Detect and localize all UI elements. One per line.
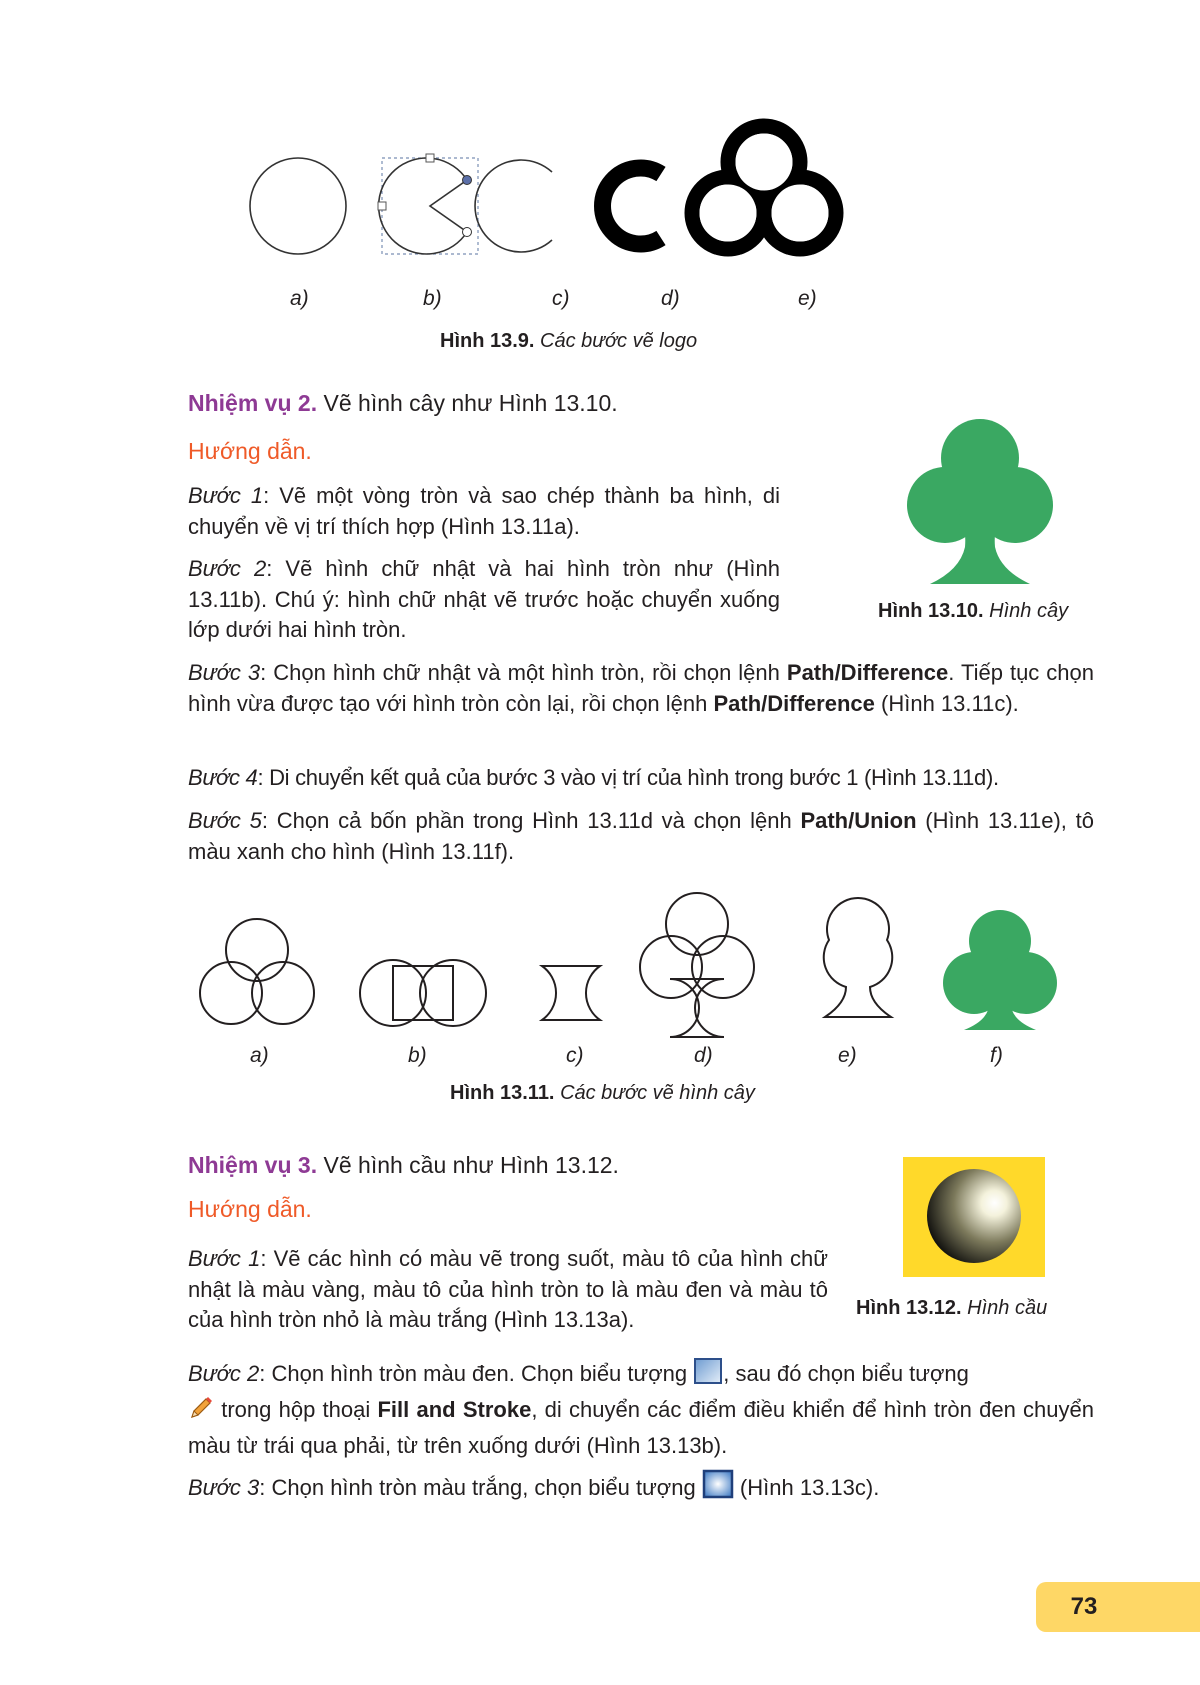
task2-title: Nhiệm vụ 2. [188, 390, 318, 416]
task3-step2-cmd1: Fill and Stroke [377, 1397, 532, 1422]
task3-step3-text2: (Hình 13.13c). [733, 1475, 880, 1500]
task2-step3 [188, 658, 1094, 719]
figure-13-11 [190, 885, 1070, 1055]
figure-13-11-label-c: c) [566, 1044, 584, 1067]
figure-13-9-label-d: d) [661, 287, 680, 310]
task2-step3-text2: . Tiếp tục chọn hình vừa được tạo với hình tròn còn lại, rồi chọn lệnh [188, 660, 1095, 716]
task3-step3-text1: : Chọn hình tròn màu trắng, chọn biểu tượng [259, 1475, 702, 1500]
task2-step3-label: Bước 3 [188, 660, 261, 685]
linear-gradient-icon [693, 1357, 723, 1394]
task2-step1-text: : Vẽ một vòng tròn và sao chép thành ba hình, di chuyển về vị trí thích hợp (Hình 13.11a). [188, 483, 780, 539]
figure-13-9-caption [440, 330, 697, 353]
figure-13-12-sphere [903, 1157, 1045, 1277]
task3-step1 [188, 1244, 828, 1336]
tree-step-a [200, 919, 314, 1024]
task2-step5-text2: (Hình 13.11e), tô màu xanh cho hình (Hình 13.11f). [188, 808, 1095, 864]
task3-step2-label: Bước 2 [188, 1361, 260, 1386]
figure-13-9-caption-number: Hình 13.9. [440, 330, 535, 352]
figure-13-11-caption [450, 1082, 755, 1105]
task2-step1-label: Bước 1 [188, 483, 264, 508]
figure-13-9-label-a: a) [290, 287, 309, 310]
task2-step2 [188, 554, 780, 646]
tree-step-c [542, 966, 600, 1020]
logo-step-a [250, 158, 346, 254]
task2-step4-text: : Di chuyển kết quả của bước 3 vào vị trí của hình trong bước 1 (Hình 13.11d). [257, 765, 999, 790]
figure-13-12-caption [856, 1297, 1047, 1320]
figure-13-9-caption-title: Các bước vẽ logo [540, 330, 698, 352]
task2-step2-label: Bước 2 [188, 556, 267, 581]
figure-13-10-caption-title: Hình cây [989, 600, 1069, 622]
figure-13-10-tree [905, 412, 1055, 587]
radial-gradient-icon [702, 1469, 734, 1508]
figure-13-11-label-a: a) [250, 1044, 269, 1067]
figure-13-11-label-e: e) [838, 1044, 857, 1067]
task2-step2-text: : Vẽ hình chữ nhật và hai hình tròn như (Hình 13.11b). Chú ý: hình chữ nhật vẽ trước hoặc chuyển xuống lớp dưới hai hình tròn. [188, 556, 780, 642]
logo-step-b [378, 154, 478, 254]
figure-13-9-label-e: e) [798, 287, 817, 310]
task3-heading [188, 1150, 619, 1181]
figure-13-11-caption-title: Các bước vẽ hình cây [560, 1082, 755, 1104]
task2-step1 [188, 481, 780, 542]
task2-guide: Hướng dẫn. [188, 438, 312, 464]
sphere-ball [927, 1169, 1021, 1263]
task2-step5-cmd1: Path/Union [800, 808, 917, 833]
figure-13-9-label-b: b) [423, 287, 442, 310]
figure-13-9 [225, 108, 915, 268]
task2-step3-text1: : Chọn hình chữ nhật và một hình tròn, rồi chọn lệnh [260, 660, 787, 685]
tree-step-f [943, 910, 1057, 1030]
task3-text: Vẽ hình cầu như Hình 13.12. [323, 1152, 619, 1178]
task3-step2 [188, 1357, 1094, 1462]
figure-13-11-label-f: f) [990, 1044, 1003, 1067]
tree-step-e [824, 898, 892, 1017]
task2-step5-text1: : Chọn cả bốn phần trong Hình 13.11d và chọn lệnh [261, 808, 801, 833]
figure-13-10-caption [878, 600, 1068, 623]
figure-13-12-caption-title: Hình cầu [967, 1297, 1048, 1319]
pencil-icon [188, 1395, 214, 1430]
tree-step-d [640, 893, 754, 1037]
task3-step1-label: Bước 1 [188, 1246, 261, 1271]
task3-step2-text1: : Chọn hình tròn màu đen. Chọn biểu tượng [259, 1361, 694, 1386]
task3-step1-text: : Vẽ các hình có màu vẽ trong suốt, màu tô của hình chữ nhật là màu vàng, màu tô của hình tròn to là màu đen và màu tô của hình tròn nhỏ là màu trắng (Hình 13.13a). [188, 1246, 829, 1332]
figure-13-11-label-d: d) [694, 1044, 713, 1067]
tree-step-b [360, 960, 486, 1026]
task2-step5-label: Bước 5 [188, 808, 262, 833]
task3-title: Nhiệm vụ 3. [188, 1152, 318, 1178]
task2-step3-text3: (Hình 13.11c). [874, 690, 1019, 716]
task3-step3 [188, 1469, 1094, 1508]
logo-step-c [475, 160, 552, 252]
task2-step4-label: Bước 4 [188, 765, 258, 790]
figure-13-10-caption-number: Hình 13.10. [878, 600, 984, 622]
task2-step5 [188, 806, 1094, 867]
task3-step2-text3: trong hộp thoại [214, 1397, 378, 1422]
figure-13-12-caption-number: Hình 13.12. [856, 1297, 962, 1319]
task2-text: Vẽ hình cây như Hình 13.10. [323, 390, 618, 416]
task3-step3-label: Bước 3 [188, 1475, 260, 1500]
figure-13-11-caption-number: Hình 13.11. [450, 1082, 555, 1104]
logo-step-d [603, 168, 661, 244]
figure-13-11-label-b: b) [408, 1044, 427, 1067]
task2-heading [188, 388, 618, 419]
figure-13-9-label-c: c) [552, 287, 570, 310]
task3-guide: Hướng dẫn. [188, 1196, 312, 1222]
task2-step4 [188, 763, 1118, 794]
task2-step3-cmd2: Path/Difference [713, 690, 875, 716]
task3-step2-text2: , sau đó chọn biểu tượng [723, 1361, 969, 1386]
page-number-tab [1036, 1582, 1200, 1632]
task3-step2-text4: , di chuyển các điểm điều khiển để hình tròn đen chuyển màu từ trái qua phải, từ trên xuống dưới (Hình 13.13b). [188, 1397, 1094, 1458]
page-number: 73 [1070, 1593, 1098, 1620]
task2-step3-cmd1: Path/Difference [786, 660, 949, 685]
